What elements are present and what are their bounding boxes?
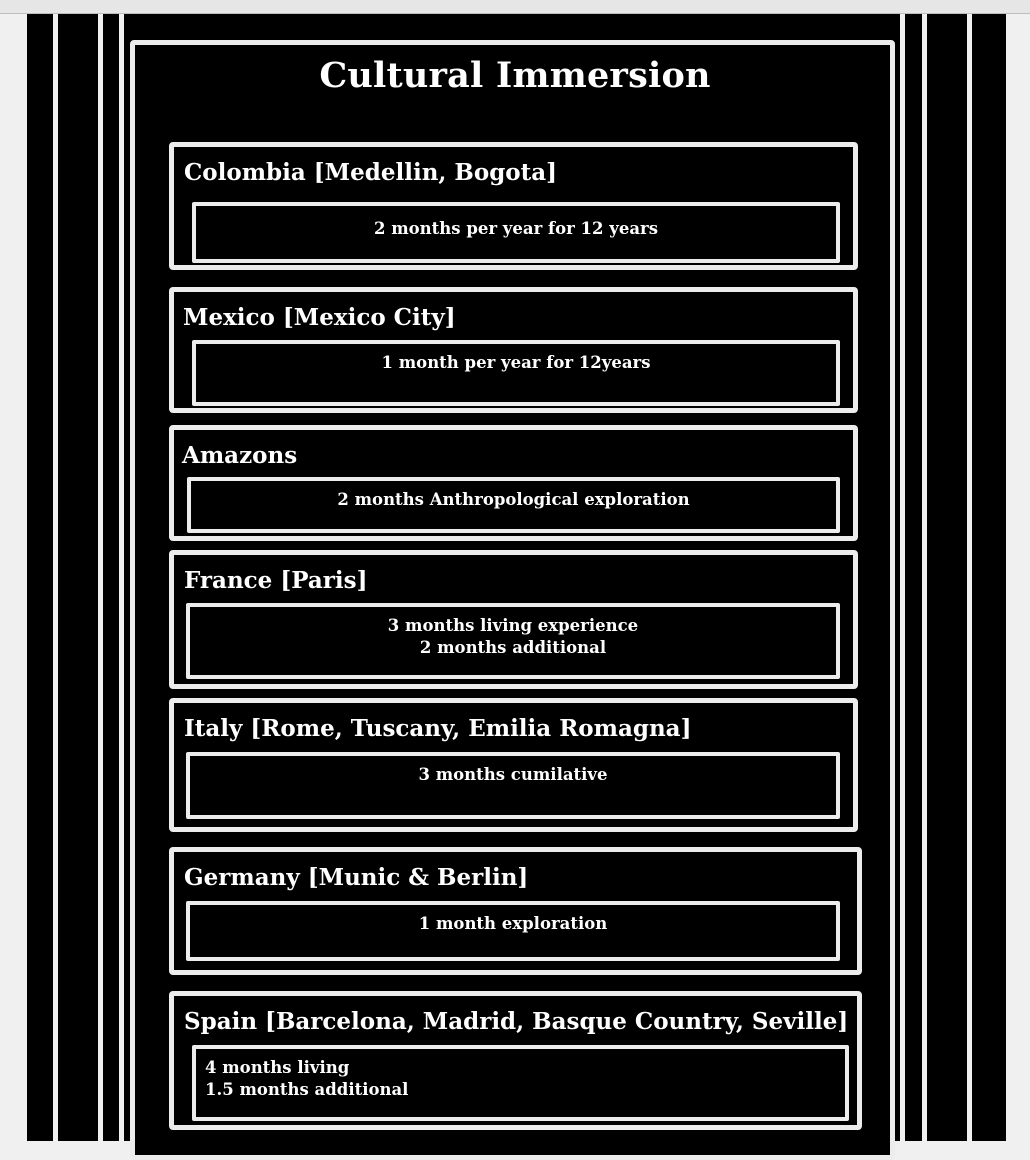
detail-line: 2 months additional <box>419 638 607 657</box>
destination-card-colombia <box>169 142 858 270</box>
decorative-stripe <box>922 14 927 1141</box>
detail-line: 4 months living <box>205 1058 350 1077</box>
page-title: Cultural Immersion <box>319 55 711 96</box>
destination-card-mexico <box>169 287 858 413</box>
destination-details <box>192 1045 849 1121</box>
browser-top-bar <box>0 0 1030 14</box>
decorative-stripe <box>119 14 124 1141</box>
destination-details <box>192 202 840 263</box>
destination-card-spain <box>169 991 862 1130</box>
detail-line: 3 months cumilative <box>418 765 608 784</box>
destination-card-germany <box>169 847 862 975</box>
decorative-stripe <box>98 14 103 1141</box>
decorative-stripe <box>967 14 972 1141</box>
destination-title: Amazons <box>182 442 298 469</box>
detail-line: 1 month per year for 12years <box>381 353 651 372</box>
detail-line: 1.5 months additional <box>205 1080 409 1099</box>
destination-title: Colombia [Medellin, Bogota] <box>184 159 558 186</box>
destination-title: Mexico [Mexico City] <box>183 304 456 331</box>
detail-line: 3 months living experience <box>387 616 639 635</box>
destination-title: France [Paris] <box>184 567 368 594</box>
destination-details <box>187 477 840 533</box>
destination-title: Germany [Munic & Berlin] <box>184 864 529 891</box>
destination-title: Spain [Barcelona, Madrid, Basque Country, Seville] <box>184 1008 849 1035</box>
destination-details <box>186 901 840 961</box>
detail-line: 2 months per year for 12 years <box>373 219 659 238</box>
destination-card-france <box>169 550 858 689</box>
destination-details <box>192 340 840 406</box>
destination-details <box>186 752 840 819</box>
destination-card-italy <box>169 698 858 832</box>
decorative-stripe <box>900 14 905 1141</box>
detail-line: 1 month exploration <box>418 914 608 933</box>
destination-card-amazons <box>169 425 858 541</box>
destination-title: Italy [Rome, Tuscany, Emilia Romagna] <box>184 715 692 742</box>
detail-line: 2 months Anthropological exploration <box>337 490 690 509</box>
decorative-stripe <box>53 14 58 1141</box>
destination-details <box>186 603 840 679</box>
